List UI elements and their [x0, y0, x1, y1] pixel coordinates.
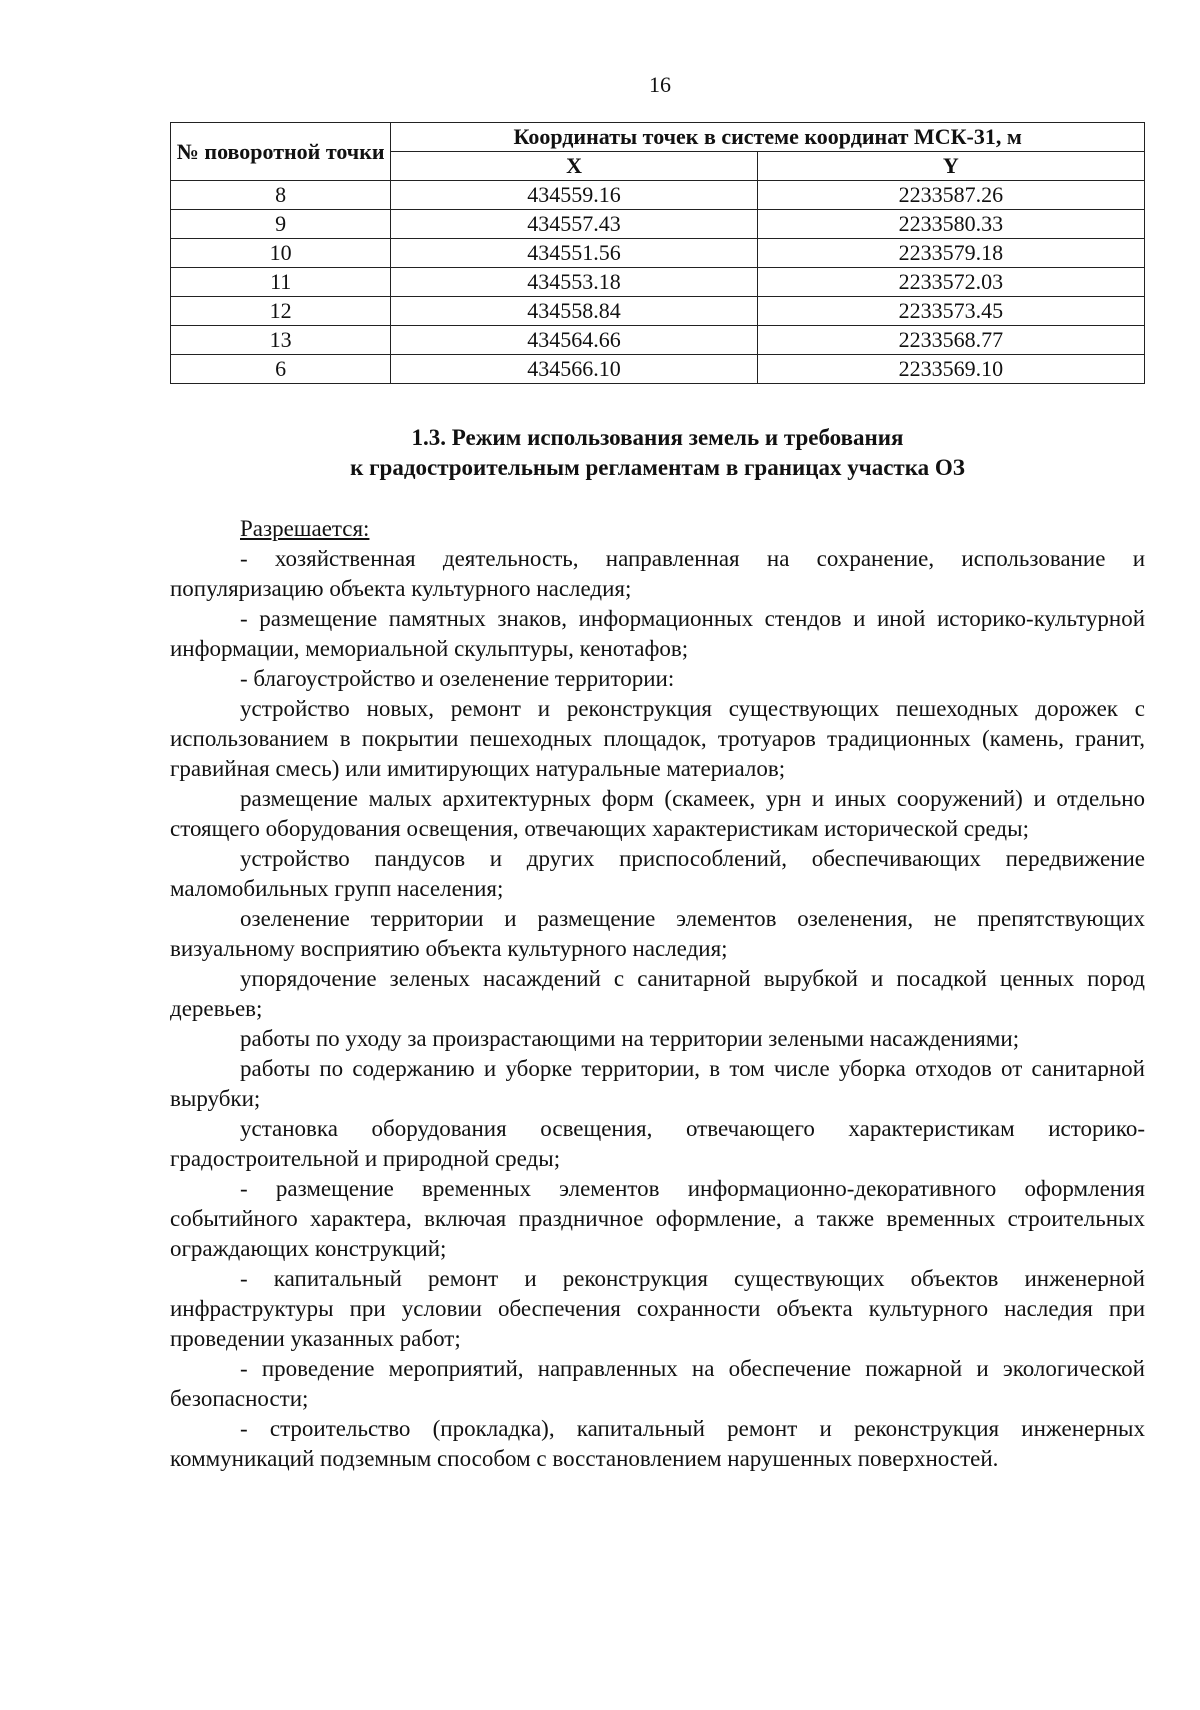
- paragraph: озеленение территории и размещение элементов озеленения, не препятствующих визуальному восприятию объекта культурного наследия;: [170, 906, 1145, 961]
- table-cell-n: 13: [171, 326, 391, 355]
- paragraph: - хозяйственная деятельность, направленная на сохранение, использование и популяризацию объекта культурного наследия;: [170, 546, 1145, 601]
- paragraph: - капитальный ремонт и реконструкция существующих объектов инженерной инфраструктуры при условии обеспечения сохранности объекта культурного наследия при проведении указанных работ;: [170, 1266, 1145, 1351]
- table-cell-y: 2233587.26: [757, 181, 1144, 210]
- table-row: [171, 210, 1145, 239]
- header-point-number: № поворотной точки: [171, 123, 391, 181]
- paragraph: - размещение памятных знаков, информационных стендов и иной историко-культурной информации, мемориальной скульптуры, кенотафов;: [170, 606, 1145, 661]
- paragraph: размещение малых архитектурных форм (скамеек, урн и иных сооружений) и отдельно стоящего оборудования освещения, отвечающих характеристикам исторической среды;: [170, 786, 1145, 841]
- table-cell-y: 2233573.45: [757, 297, 1144, 326]
- table-cell-x: 434566.10: [391, 355, 757, 384]
- table-cell-n: 6: [171, 355, 391, 384]
- table-cell-n: 11: [171, 268, 391, 297]
- table-cell-y: 2233569.10: [757, 355, 1144, 384]
- table-cell-x: 434553.18: [391, 268, 757, 297]
- paragraph: работы по содержанию и уборке территории, в том числе уборка отходов от санитарной вырубки;: [170, 1056, 1145, 1111]
- table-cell-n: 10: [171, 239, 391, 268]
- header-x: X: [391, 152, 757, 181]
- table-row: [171, 268, 1145, 297]
- header-y: Y: [757, 152, 1144, 181]
- paragraph: работы по уходу за произрастающими на территории зелеными насаждениями;: [240, 1026, 1020, 1051]
- paragraph: - размещение временных элементов информационно-декоративного оформления событийного характера, включая праздничное оформление, а также временных строительных ограждающих конструкций;: [170, 1176, 1145, 1261]
- section-heading-line2: к градостроительным регламентам в границах участка ОЗ: [350, 455, 965, 480]
- paragraph: установка оборудования освещения, отвечающего характеристикам историко-градостроительной и природной среды;: [170, 1116, 1145, 1171]
- table-cell-x: 434564.66: [391, 326, 757, 355]
- table-cell-n: 8: [171, 181, 391, 210]
- header-coordinates: Координаты точек в системе координат МСК-31, м: [391, 123, 1145, 152]
- table-cell-x: 434558.84: [391, 297, 757, 326]
- paragraph: упорядочение зеленых насаждений с санитарной вырубкой и посадкой ценных пород деревьев;: [170, 966, 1145, 1021]
- table-row: [171, 297, 1145, 326]
- table-cell-n: 9: [171, 210, 391, 239]
- coordinates-table: [170, 122, 1145, 384]
- table-cell-y: 2233580.33: [757, 210, 1144, 239]
- paragraph: - проведение мероприятий, направленных на обеспечение пожарной и экологической безопасности;: [170, 1356, 1145, 1411]
- table-cell-y: 2233568.77: [757, 326, 1144, 355]
- paragraph: - благоустройство и озеленение территории:: [240, 666, 675, 691]
- paragraph: устройство пандусов и других приспособлений, обеспечивающих передвижение маломобильных групп населения;: [170, 846, 1145, 901]
- section-heading-line1: 1.3. Режим использования земель и требования: [411, 425, 904, 450]
- paragraph: - строительство (прокладка), капитальный ремонт и реконструкция инженерных коммуникаций подземным способом с восстановлением нарушенных поверхностей.: [170, 1416, 1145, 1471]
- table-cell-y: 2233579.18: [757, 239, 1144, 268]
- table-cell-x: 434551.56: [391, 239, 757, 268]
- section-body: [170, 514, 1145, 1474]
- table-row: [171, 355, 1145, 384]
- table-row: [171, 326, 1145, 355]
- page-number: 16: [649, 72, 671, 97]
- table-cell-n: 12: [171, 297, 391, 326]
- table-row: [171, 239, 1145, 268]
- section-heading: [170, 423, 1145, 483]
- table-cell-x: 434559.16: [391, 181, 757, 210]
- table-row: [171, 181, 1145, 210]
- table-cell-x: 434557.43: [391, 210, 757, 239]
- allowed-title: Разрешается:: [240, 516, 370, 541]
- table-cell-y: 2233572.03: [757, 268, 1144, 297]
- paragraph: устройство новых, ремонт и реконструкция существующих пешеходных дорожек с использованием в покрытии пешеходных площадок, тротуаров традиционных (камень, гранит, гравийная смесь) или имитирующих натуральные материалов;: [170, 696, 1145, 781]
